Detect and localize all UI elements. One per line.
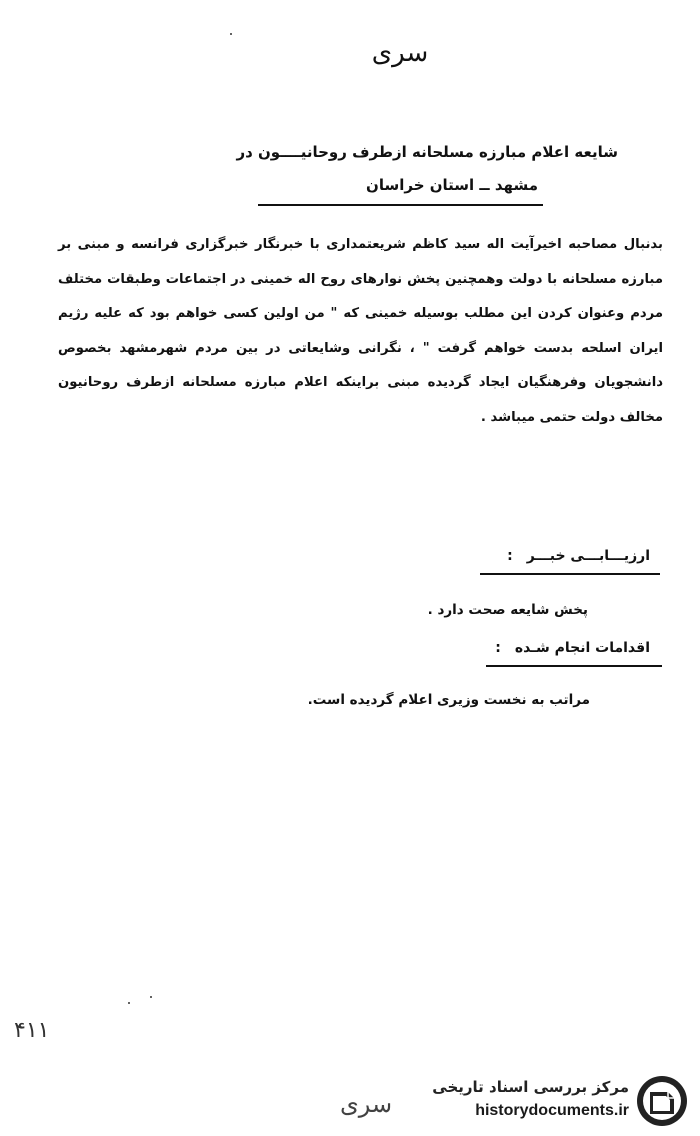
evaluation-underline bbox=[480, 573, 660, 575]
action-text: مراتب به نخست وزیری اعلام گردیده است. bbox=[307, 692, 590, 708]
evaluation-colon: : bbox=[507, 548, 513, 564]
action-colon: : bbox=[495, 640, 501, 656]
classification-stamp-top bbox=[300, 38, 500, 68]
watermark-url: historydocuments.ir bbox=[475, 1102, 629, 1119]
classification-stamp-bottom: سری bbox=[340, 1090, 393, 1118]
document-title-line1: شایعه اعلام مبارزه مسلحانه ازطرف روحانیــــون در bbox=[236, 143, 618, 161]
scan-speck bbox=[230, 33, 232, 35]
watermark-name: مرکز بررسی اسناد تاریخی bbox=[432, 1078, 629, 1096]
scan-speck bbox=[128, 1002, 130, 1004]
evaluation-heading bbox=[390, 548, 650, 564]
report-body: بدنبال مصاحبه اخیرآیت اله سید کاظم شریعتمداری با خبرنگار خبرگزاری فرانسه و مبنی بر مبارزه مسلحانه با دولت وهمچنین پخش نوارهای روح اله خمینی در اجتماعات وطبقات مختلف مردم وعنوان کردن این مطلب بوسیله خمینی که " من اولین کسی خواهم بود که علیه رژیم ایران اسلحه بدست خواهم گرفت " ، نگرانی وشایعاتی در بین مردم شهرمشهد بخصوص دانشجویان وفرهنگیان ایجاد گردیده مبنی براینکه اعلام مبارزه مسلحانه ازطرف روحانیون مخالف دولت حتمی میباشد . bbox=[58, 237, 663, 425]
document-title-line2: مشهد ــ استان خراسان bbox=[366, 176, 538, 194]
evaluation-label: ارزیـــابـــی خبـــر bbox=[526, 548, 650, 564]
title-underline bbox=[258, 204, 543, 206]
margin-number bbox=[14, 1018, 74, 1048]
evaluation-text: پخش شایعه صحت دارد . bbox=[427, 602, 588, 618]
action-underline bbox=[486, 665, 662, 667]
action-label: اقدامات انجام شـده bbox=[514, 640, 650, 656]
archive-logo-icon bbox=[635, 1074, 689, 1128]
margin-number-text: ۴۱۱ bbox=[14, 1018, 50, 1043]
action-heading bbox=[390, 640, 650, 656]
scan-speck bbox=[150, 996, 152, 998]
classification-top-text: سری bbox=[371, 38, 429, 68]
watermark bbox=[425, 1072, 693, 1130]
